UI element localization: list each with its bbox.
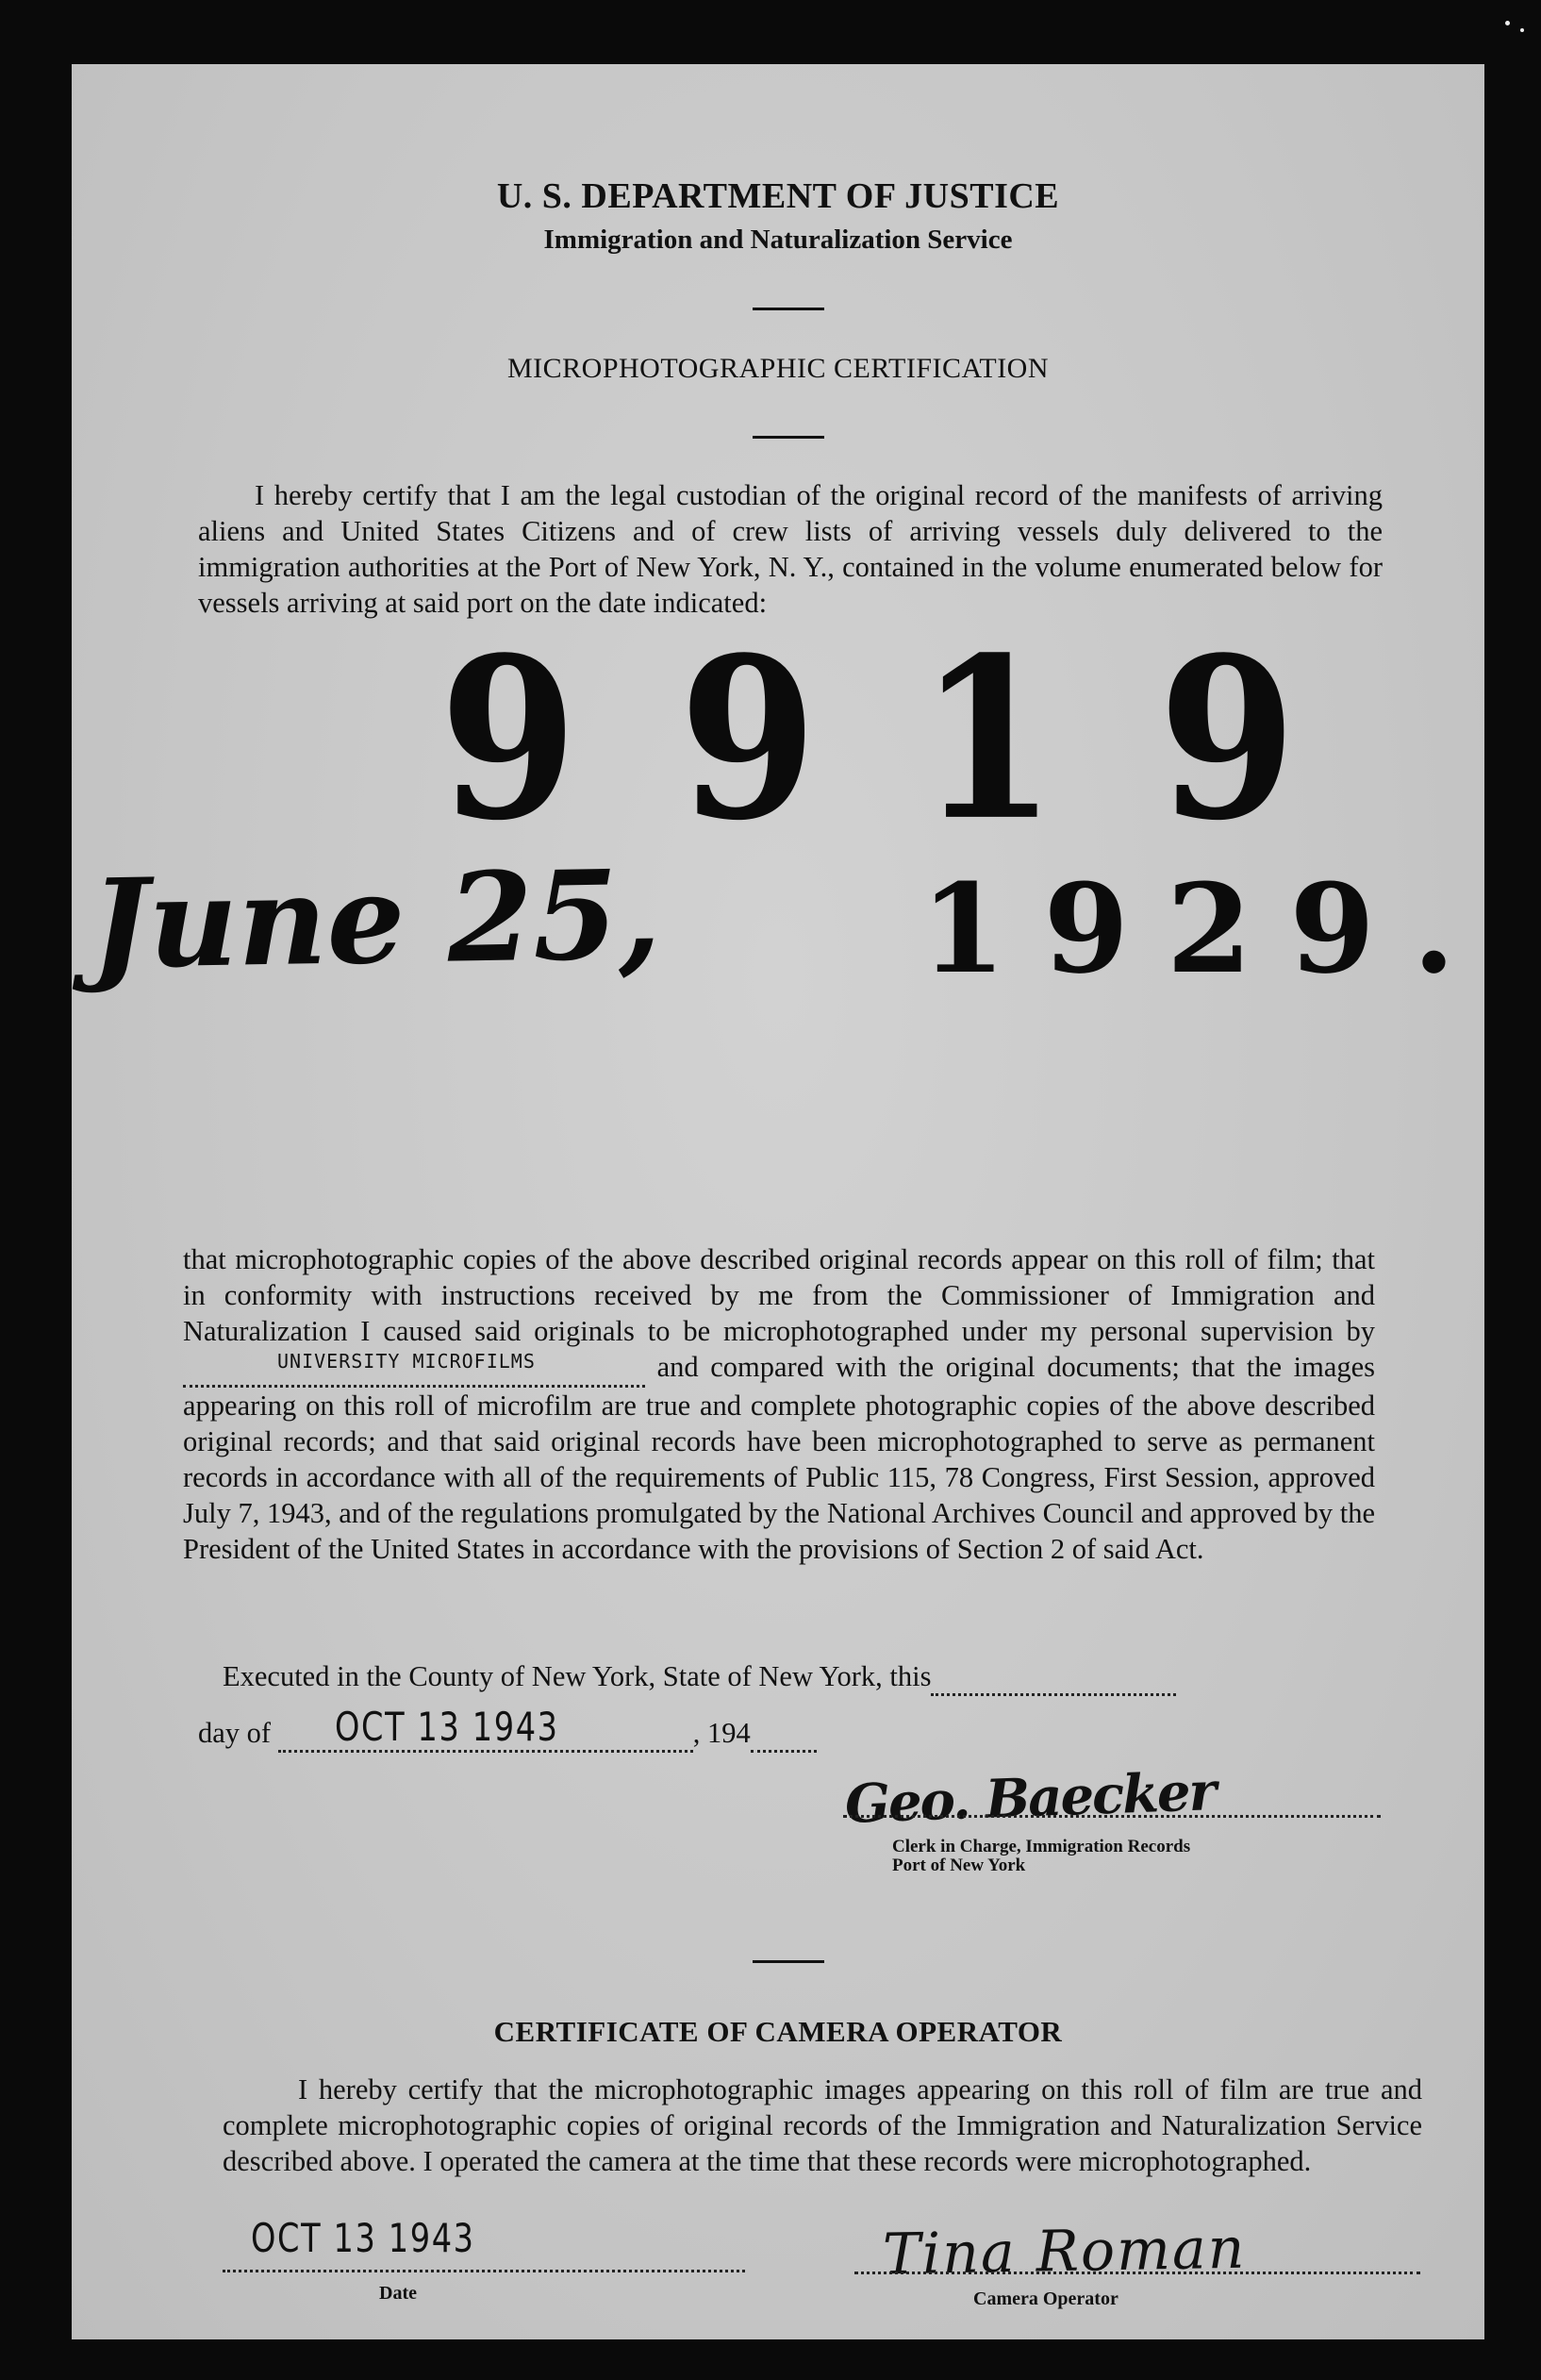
- certification-title: MICROPHOTOGRAPHIC CERTIFICATION: [506, 353, 1050, 384]
- clerk-title-line1: Clerk in Charge, Immigration Records: [892, 1837, 1191, 1856]
- handwritten-year: 1929.: [920, 857, 1494, 1001]
- photographer-line: [183, 1349, 645, 1388]
- divider-rule: [753, 308, 824, 310]
- microfilm-paragraph-part2: and compared with the original documents; that the images appearing on this roll of microfilm are true and complete photographic copies of the above described original records; and that said original records have been microphotographed to serve as permanent records in accordance with all of the requirements of Public 115, 78 Congress, First Session, approved July 7, 1943, and of the regulations promulgated by the National Archives Council and approved by the President of the United States in accordance with the provisions of Section 2 of said Act.: [183, 1351, 1376, 1565]
- year-blank: [751, 1717, 817, 1753]
- executed-text: Executed in the County of New York, State of New York, this: [223, 1660, 932, 1692]
- year-prefix: , 194: [692, 1717, 751, 1749]
- divider-rule: [753, 436, 824, 439]
- executed-blank: [931, 1660, 1176, 1696]
- stamped-date: OCT 13 1943: [334, 1704, 559, 1750]
- camera-operator-caption: Camera Operator: [973, 2288, 1118, 2309]
- operator-signature-line: [854, 2272, 1420, 2274]
- camera-operator-signature: Tina Roman: [882, 2215, 1247, 2288]
- microfilm-paragraph: [183, 1241, 1375, 1567]
- day-of-label: day of: [198, 1717, 272, 1749]
- executed-line: [223, 1660, 1176, 1696]
- film-speck: [1505, 21, 1510, 25]
- film-speck: [1520, 28, 1524, 32]
- handwritten-date: June 25,: [89, 841, 662, 997]
- camera-operator-heading: CERTIFICATE OF CAMERA OPERATOR: [493, 2015, 1063, 2048]
- photographer-stamp: UNIVERSITY MICROFILMS: [277, 1350, 536, 1373]
- clerk-signature: Geo. Baecker: [843, 1760, 1217, 1836]
- clerk-title-line2: Port of New York: [892, 1856, 1026, 1875]
- microfilm-paragraph-part1: that microphotographic copies of the above described original records appear on this roll of film; that in conformity with instructions received by me from the Commissioner of Immigration and Naturalization I caused said originals to be microphotographed under my personal supervision by: [183, 1243, 1375, 1347]
- date-signature-line: [223, 2270, 745, 2272]
- clerk-title: [892, 1838, 1190, 1875]
- date-caption: Date: [379, 2283, 417, 2304]
- service-subheading: Immigration and Naturalization Service: [543, 225, 1013, 255]
- camera-stamped-date: OCT 13 1943: [251, 2215, 475, 2261]
- day-of-line: [198, 1704, 817, 1753]
- clerk-signature-line: [843, 1815, 1381, 1818]
- custodian-paragraph: I hereby certify that I am the legal custodian of the original record of the manifests of arriving aliens and United States Citizens and of crew lists of arriving vessels duly delivered to the immigration authorities at the Port of New York, N. Y., contained in the volume enumerated below for vessels arriving at said port on the date indicated:: [198, 479, 1383, 619]
- department-heading: U. S. DEPARTMENT OF JUSTICE: [496, 176, 1060, 216]
- camera-operator-paragraph: I hereby certify that the microphotographic images appearing on this roll of film are true and complete microphotographic copies of original records of the Immigration and Naturalization Service described above. I operated the camera at the time that these records were microphotographed.: [223, 2073, 1422, 2177]
- day-of-blank: [278, 1704, 693, 1753]
- divider-rule: [753, 1960, 824, 1963]
- handwritten-volume-number: 9919: [439, 608, 1399, 870]
- certificate-sheet: [72, 64, 1494, 2339]
